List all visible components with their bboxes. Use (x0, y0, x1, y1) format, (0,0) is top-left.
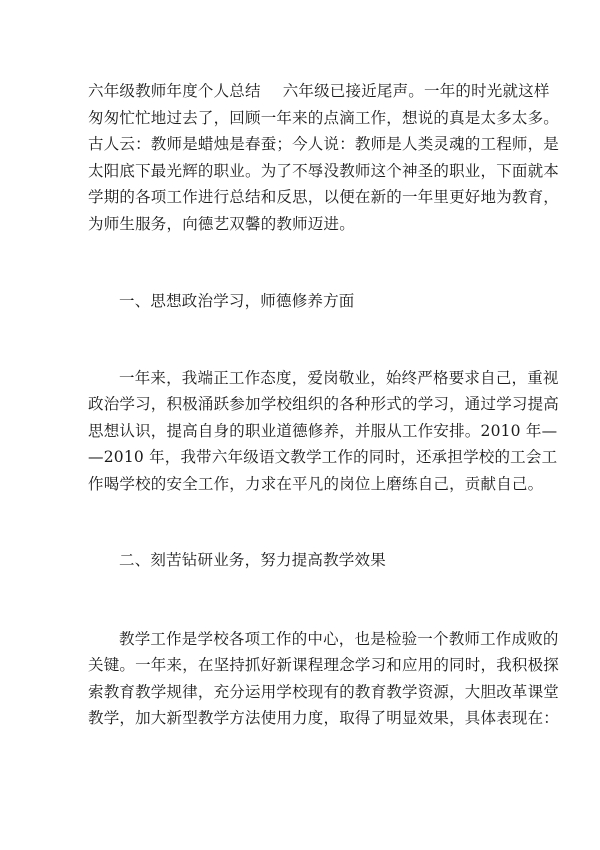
section1-line-1: 一年来，我端正工作态度，爱岗敬业，始终严格要求自己，重视 (119, 368, 559, 387)
intro-line-1 (88, 78, 550, 105)
section2-line-1: 教学工作是学校各项工作的中心，也是检验一个教师工作成败的 (119, 629, 559, 648)
section1-line-3: 思想认识，提高自身的职业道德修养，并服从工作安排。2010 年— (88, 421, 558, 440)
intro-line-3: 古人云：教师是蜡烛是春蚕；今人说：教师是人类灵魂的工程师，是 (88, 135, 560, 153)
document-page (88, 78, 560, 732)
section2-line-3: 索教育教学规律，充分运用学校现有的教育教学资源，大胆改革课堂 (88, 682, 560, 701)
section1-line-4: —2010 年，我带六年级语文教学工作的同时，还承担学校的工会工 (88, 448, 558, 466)
intro-line-5: 学期的各项工作进行总结和反思，以便在新的一年里更好地为教育， (88, 188, 560, 206)
intro-line-2: 匆匆忙忙地过去了，回顾一年来的点滴工作，想说的真是太多太多。 (88, 108, 560, 127)
section2-heading: 二、刻苦钻研业务，努力提高教学效果 (119, 551, 386, 569)
section2-line-4: 教学，加大新型教学方法使用力度，取得了明显效果，具体表现在： (88, 709, 560, 727)
section2-line-2: 关键。一年来，在坚持抓好新课程理念学习和应用的同时，我积极探 (88, 656, 560, 674)
intro-line-6: 为师生服务，向德艺双馨的教师迈进。 (88, 214, 355, 233)
section1-heading: 一、思想政治学习，师德修养方面 (119, 292, 355, 310)
document-title: 六年级教师年度个人总结 (88, 82, 261, 100)
intro-text: 六年级已接近尾声。一年的时光就这样 (282, 82, 550, 100)
intro-line-4: 太阳底下最光辉的职业。为了不辱没教师这个神圣的职业，下面就本 (88, 161, 560, 180)
section1-line-2: 政治学习，积极涌跃参加学校组织的各种形式的学习，通过学习提高 (88, 395, 560, 413)
section1-line-5: 作喝学校的安全工作，力求在平凡的岗位上磨练自己，贡献自己。 (88, 474, 544, 493)
